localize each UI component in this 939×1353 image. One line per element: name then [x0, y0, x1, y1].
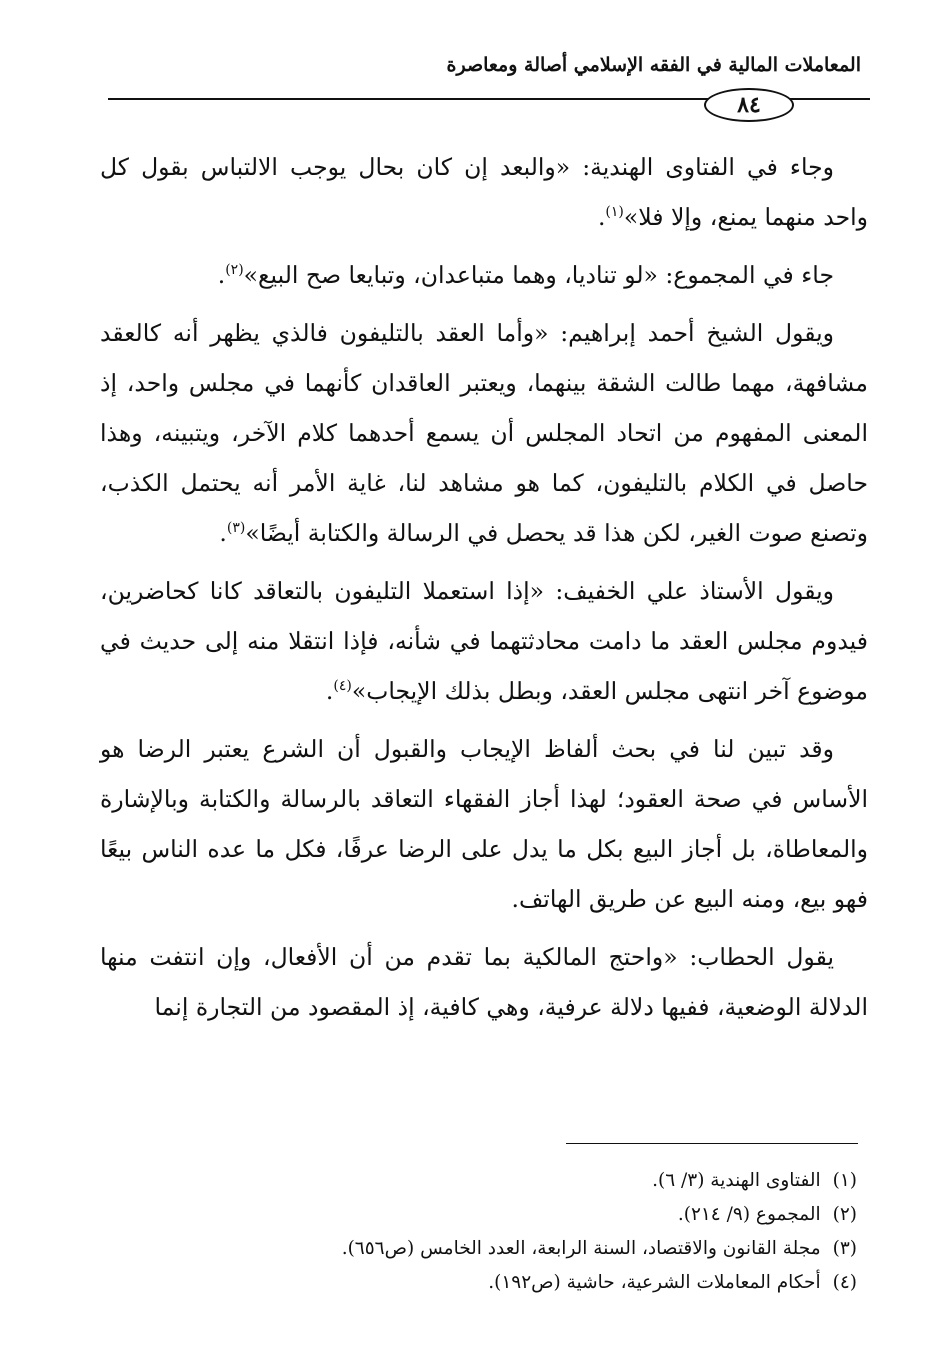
paragraph-tail: .: [219, 519, 227, 547]
paragraph-text: ويقول الأستاذ علي الخفيف: «إذا استعملا التليفون بالتعاقد كانا كحاضرين، فيدوم مجلس العقد ما دامت محادثتهما في شأنه، فإذا انتقلا منه إلى حديث في موضوع آخر انتهى مجلس العقد، وبطل بذلك الإيجاب»: [100, 577, 868, 705]
footnote: [97, 1232, 857, 1266]
running-header-title: المعاملات المالية في الفقه الإسلامي أصالة ومعاصرة: [446, 54, 861, 76]
paragraph-text: جاء في المجموع: «لو تناديا، وهما متباعدان، وتبايعا صح البيع»: [243, 261, 834, 289]
footnote-number: (٣): [832, 1238, 857, 1259]
footnote: [97, 1164, 857, 1198]
footnote-number: (٢): [832, 1204, 857, 1225]
body-text: [100, 142, 868, 1040]
paragraph: [100, 250, 868, 300]
footnote-text: مجلة القانون والاقتصاد، السنة الرابعة، العدد الخامس (ص٦٥٦).: [341, 1238, 821, 1259]
paragraph-text: ويقول الشيخ أحمد إبراهيم: «وأما العقد بالتليفون فالذي يظهر أنه كالعقد مشافهة، مهما طالت الشقة بينهما، ويعتبر العاقدان كأنهما في مجلس واحد، إذ المعنى المفهوم من اتحاد المجلس أن يسمع أحدهما كلام الآخر، ويتبينه، وهذا حاصل في الكلام بالتليفون، كما هو مشاهد لنا، غاية الأمر أنه يحتمل الكذب، وتصنع صوت الغير، لكن هذا قد يحصل في الرسالة والكتابة أيضًا»: [100, 319, 868, 547]
footnote-text: الفتاوى الهندية (٣/ ٦).: [652, 1170, 821, 1191]
footnotes-list: [97, 1164, 857, 1300]
paragraph-tail: .: [217, 261, 226, 289]
paragraph-tail: .: [597, 203, 606, 231]
paragraph-text: وجاء في الفتاوى الهندية: «والبعد إن كان بحال يوجب الالتباس بقول كل واحد منهما يمنع، وإلا فلا»: [100, 153, 868, 231]
footnote-text: أحكام المعاملات الشرعية، حاشية (ص١٩٢).: [488, 1272, 821, 1293]
footnote-reference: (٢): [225, 262, 244, 279]
paragraph: [100, 566, 868, 716]
paragraph: [100, 724, 868, 924]
footnote: [97, 1266, 857, 1300]
paragraph: [100, 308, 868, 558]
footnote-number: (١): [832, 1170, 857, 1191]
footnote-reference: (١): [605, 204, 624, 221]
footnote-text: المجموع (٩/ ٢١٤).: [677, 1204, 821, 1225]
footnote-reference: (٤): [333, 678, 352, 695]
footnote-number: (٤): [832, 1272, 857, 1293]
paragraph-text: يقول الحطاب: «واحتج المالكية بما تقدم من أن الأفعال، وإن انتفت منها الدلالة الوضعية، ففيها دلالة عرفية، وهي كافية، إذ المقصود من التجارة إنما: [100, 943, 868, 1021]
page-number: ٨٤: [704, 88, 794, 122]
paragraph: [100, 142, 868, 242]
paragraph-tail: .: [325, 677, 334, 705]
footnote-reference: (٣): [226, 520, 246, 537]
paragraph-text: وقد تبين لنا في بحث ألفاظ الإيجاب والقبول أن الشرع يعتبر الرضا هو الأساس في صحة العقود؛ لهذا أجاز الفقهاء التعاقد بالرسالة والكتابة وبالإشارة والمعاطاة، بل أجاز البيع بكل ما يدل على الرضا عرفًا، فكل ما عده الناس بيعًا فهو بيع، ومنه البيع عن طريق الهاتف.: [100, 735, 868, 913]
footnote: [97, 1198, 857, 1232]
footnote-separator: [566, 1143, 858, 1144]
paragraph: [100, 932, 868, 1032]
